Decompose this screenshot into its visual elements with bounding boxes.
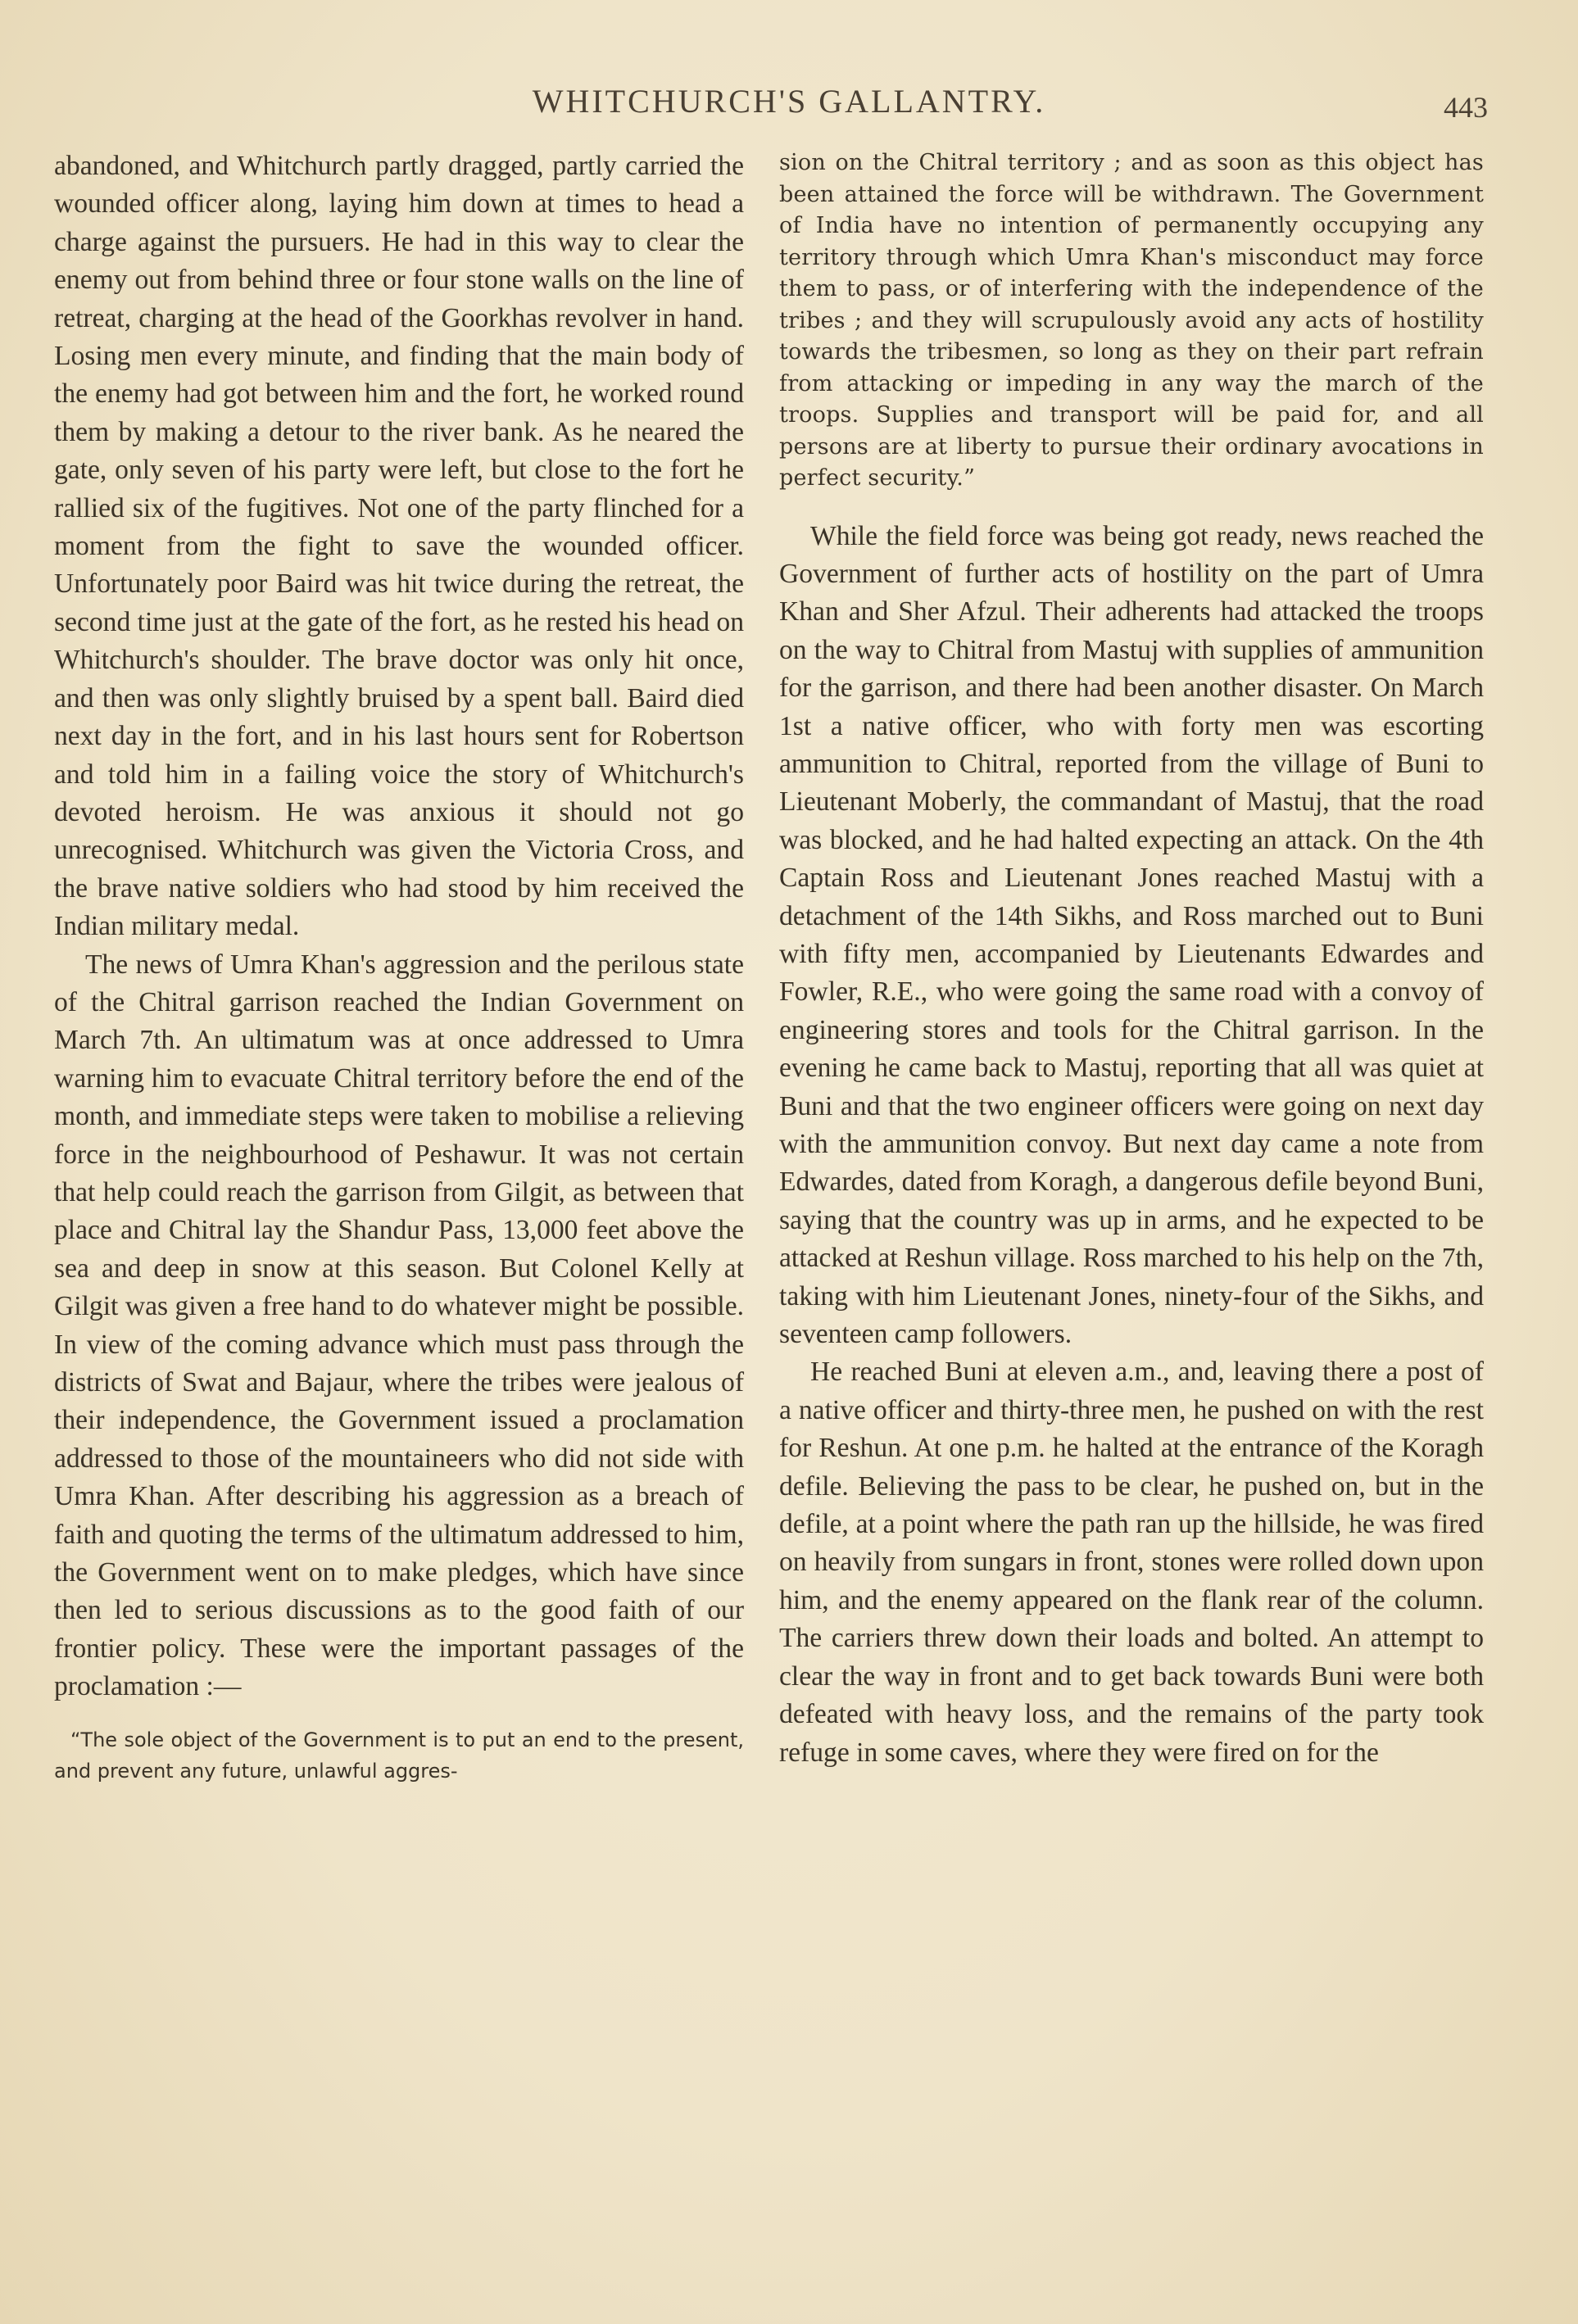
page-number: 443 xyxy=(1444,91,1488,124)
paragraph: The news of Umra Khan's aggression and the perilous state of the Chitral garrison reached the Indian Government on March 7th. An ultimatum was at once addressed to Umra warning him to evacuate Chitral territory before the end of the month, and immediate steps were taken to mobilise a relieving force in the neighbourhood of Peshawur. It was not certain that help could reach the garrison from Gilgit, as between that place and Chitral lay the Shandur Pass, 13,000 feet above the sea and deep in snow at this season. But Colonel Kelly at Gilgit was given a free hand to do whatever might be possible. In view of the coming advance which must pass through the districts of Swat and Bajaur, where the tribes were jealous of their independence, the Government issued a proclamation addressed to those of the mountaineers who did not side with Umra Khan. After describing his aggression as a breach of faith and quoting the terms of the ultimatum addressed to him, the Government went on to make pledges, which have since then led to serious discussions as to the good faith of our frontier policy. These were the important passages of the proclamation :— xyxy=(54,949,744,1702)
running-header: WHITCHURCH'S GALLANTRY. xyxy=(532,83,1046,120)
quote-text: sion on the Chitral territory ; and as soon as this object has been attained the force will be withdrawn. The Government of India have no intention of permanently occupying any territory through which Umra Khan's misconduct may force them to pass, or of interfering with the independence of the tribes ; and they will scrupulously avoid any acts of hostility towards the tribesmen, so long as they on their part refrain from attacking or impeding in any way the march of the troops. Supplies and transport will be paid for, and all persons are at liberty to pursue their ordinary avocations in perfect security.” xyxy=(779,150,1484,491)
right-column xyxy=(779,147,1484,1772)
paragraph: While the field force was being got ready, news reached the Government of further acts of hostility on the part of Umra Khan and Sher Afzul. Their adherents had attacked the troops on the way to Chitral from Mastuj with supplies of ammunition for the garrison, and there had been another disaster. On March 1st a native officer, who with forty men was escorting ammunition to Chitral, reported from the village of Buni to Lieutenant Moberly, the commandant of Mastuj, that the road was blocked, and he had halted expecting an attack. On the 4th Captain Ross and Lieutenant Jones reached Mastuj with a detachment of the 14th Sikhs, and Ross marched out to Buni with fifty men, accompanied by Lieutenants Edwardes and Fowler, R.E., who were going the same road with a convoy of engineering stores and tools for the Chitral garrison. In the evening he came back to Mastuj, reporting that all was quiet at Buni and that the two engineer officers were going on next day with the ammunition convoy. But next day came a note from Edwardes, dated from Koragh, a dangerous defile beyond Buni, saying that the country was up in arms, and he expected to be attacked at Reshun village. Ross marched to his help on the 7th, taking with him Lieutenant Jones, ninety-four of the Sikhs, and seventeen camp followers. xyxy=(779,520,1484,1350)
paragraph: abandoned, and Whitchurch partly dragged, partly carried the wounded officer along, laying him down at times to head a charge against the pursuers. He had in this way to clear the enemy out from behind three or four stone walls on the line of retreat, charging at the head of the Goorkhas revolver in hand. Losing men every minute, and finding that the main body of the enemy had got between him and the fort, he worked round them by making a detour to the river bank. As he neared the gate, only seven of his party were left, but close to the fort he rallied six of the fugitives. Not one of the party flinched for a moment from the fight to save the wounded officer. Unfortunately poor Baird was hit twice during the retreat, the second time just at the gate of the fort, as he rested his head on Whitchurch's shoulder. The brave doctor was only hit once, and then was only slightly bruised by a spent ball. Baird died next day in the fort, and in his last hours sent for Robertson and told him in a failing voice the story of Whitchurch's devoted heroism. He was anxious it should not go unrecognised. Whitchurch was given the Victoria Cross, and the brave native soldiers who had stood by him received the Indian military medal. xyxy=(54,151,744,942)
left-column xyxy=(54,147,744,1787)
proclamation-quote-continued xyxy=(779,147,1484,495)
right-body-text xyxy=(779,518,1484,1772)
paragraph: He reached Buni at eleven a.m., and, leaving there a post of a native officer and thirty-three men, he pushed on with the rest for Reshun. At one p.m. he halted at the entrance of the Koragh defile. Believing the pass to be clear, he pushed on, but in the defile, at a point where the path ran up the hillside, he was fired on heavily from sungars in front, stones were rolled down upon him, and the enemy appeared on the flank rear of the column. The carriers threw down their loads and bolted. An attempt to clear the way in front and to get back towards Buni were both defeated with heavy loss, and the remains of the party took refuge in some caves, where they were fired on for the xyxy=(779,1357,1484,1768)
proclamation-quote-start xyxy=(54,1724,744,1787)
quote-text: “The sole object of the Government is to put an end to the present, and prevent any future, unlawful aggres- xyxy=(54,1728,744,1783)
left-body-text xyxy=(54,147,744,1706)
